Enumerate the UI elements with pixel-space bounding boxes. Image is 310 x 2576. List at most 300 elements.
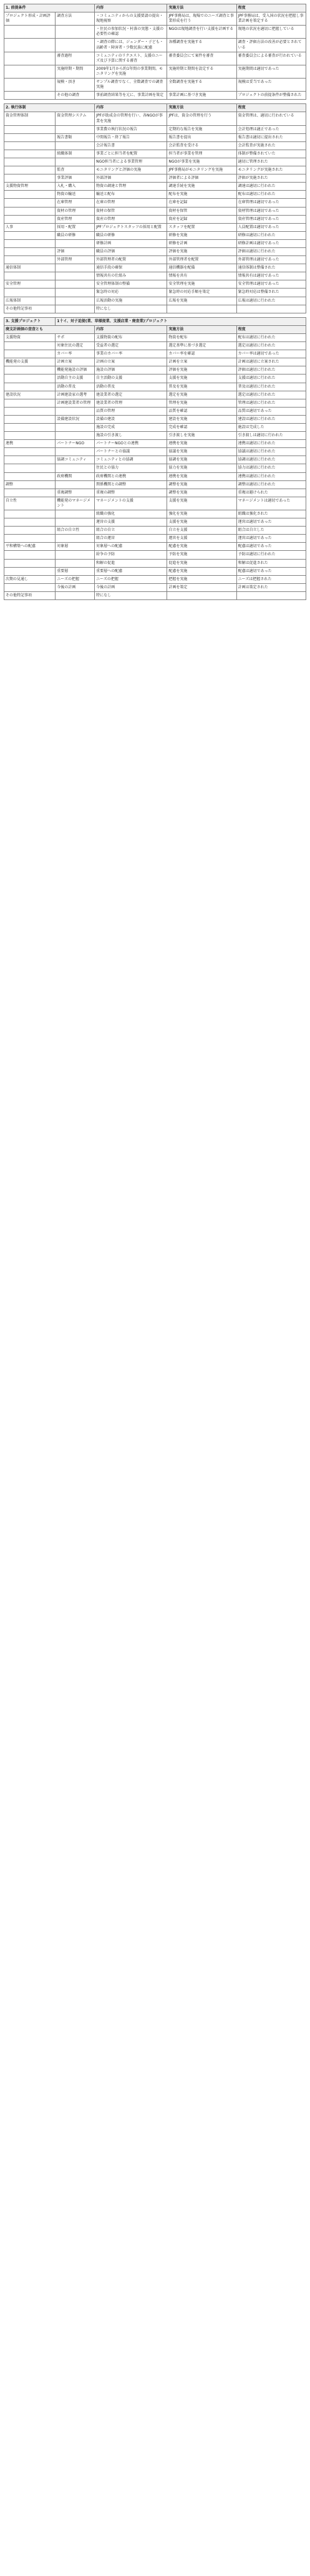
table-cell-c4: 在庫を記録 xyxy=(167,199,236,207)
table-cell-c3: 支援物資の配布 xyxy=(95,333,167,341)
table-cell-c3: 外部管理者の配置 xyxy=(95,256,167,264)
table-row xyxy=(4,289,306,297)
table-cell-c1 xyxy=(4,52,56,65)
table-cell-c4: 担当者が事業を管理 xyxy=(167,150,236,158)
table-cell-c2: 組織体制 xyxy=(56,150,95,158)
table-row xyxy=(4,264,306,272)
col-header-method: 実施方法 xyxy=(167,104,236,112)
table-cell-c2: 物資の輸送 xyxy=(56,191,95,199)
table-row xyxy=(4,583,306,591)
table-cell-c3: 組織の強化 xyxy=(95,510,167,518)
table-cell-c4: 資産を記録 xyxy=(167,215,236,223)
table-cell-c2: 政府機関 xyxy=(56,472,95,480)
table-row xyxy=(4,559,306,567)
table-row xyxy=(4,510,306,518)
table-cell-c5: 評価は適切に行われた xyxy=(236,248,306,256)
table-cell-c2: その他の調査 xyxy=(56,92,95,100)
table-cell-c2: 計画立案 xyxy=(56,358,95,366)
table-cell-c1 xyxy=(4,239,56,247)
table-row xyxy=(4,223,306,231)
table-cell-c2: 対象層 xyxy=(56,543,95,551)
table-cell-c2 xyxy=(56,305,95,313)
table-cell-c3: 緊急時の対応 xyxy=(95,289,167,297)
table-cell-c1 xyxy=(4,174,56,183)
table-cell-c3: マネージメントの支援 xyxy=(95,497,167,510)
table-row xyxy=(4,472,306,480)
table-cell-c1 xyxy=(4,342,56,350)
table-cell-c1 xyxy=(4,366,56,374)
table-cell-c4: 選定基準に基づき選定 xyxy=(167,342,236,350)
table-cell-c2: 資金管理システム xyxy=(56,112,95,125)
table-cell-c3: JPFが助成金の管理を行い、各NGOが事業を実施 xyxy=(95,112,167,125)
table-row xyxy=(4,191,306,199)
table-cell-c2: 実施時期・期間 xyxy=(56,65,95,78)
table-cell-c5: 情報共有は適切であった xyxy=(236,272,306,280)
table-cell-c1: その他特記事項 xyxy=(4,305,56,313)
table-row xyxy=(4,391,306,399)
table-cell-c4: 評価を実施 xyxy=(167,366,236,374)
table-cell-c3: 施設の評価 xyxy=(95,366,167,374)
table-cell-c5: 選定は適切に行われた xyxy=(236,342,306,350)
subsection-title: 廃支計画価の査査とも xyxy=(4,325,95,333)
table-row xyxy=(4,399,306,407)
table-cell-c1 xyxy=(4,510,56,518)
table-cell-c4: 資材を保管 xyxy=(167,207,236,215)
table-cell-c3: 重複の調整 xyxy=(95,489,167,497)
table-cell-c1 xyxy=(4,374,56,383)
table-cell-c4: 管理を実施 xyxy=(167,399,236,407)
table-cell-c4: 実施時期と期間を設定する xyxy=(167,65,236,78)
table-row xyxy=(4,464,306,472)
table-cell-c2 xyxy=(56,26,95,39)
table-cell-c2: 審査過程 xyxy=(56,52,95,65)
table-cell-c2 xyxy=(56,432,95,440)
table-cell-c2 xyxy=(56,480,95,489)
table-cell-c5: 普及は適切に行われた xyxy=(236,383,306,391)
table-cell-c2 xyxy=(56,551,95,559)
table-cell-c4: 協調を実施 xyxy=(167,456,236,464)
table-cell-c3: JPFプロジェクトスタッフの採用と配置 xyxy=(95,223,167,231)
table-cell-c5: 通信体制は整備された xyxy=(236,264,306,272)
table-cell-c4: 事業計画に基づき実施 xyxy=(167,92,236,100)
table-cell-c5: 評価が実施された xyxy=(236,174,306,183)
table-cell-c2: 重複調整 xyxy=(56,489,95,497)
section-title: 2. 執行体制 xyxy=(4,104,95,112)
table-cell-c2 xyxy=(56,535,95,543)
table-cell-c2: 今後の計画 xyxy=(56,583,95,591)
table-cell-c3: パートナーとの協議 xyxy=(95,448,167,456)
table-row xyxy=(4,358,306,366)
table-cell-c5: 品質は適切であった xyxy=(236,407,306,415)
table-cell-c4: 会計監査を受ける xyxy=(167,141,236,150)
table-cell-c5: プロジェクトの前提条件が整備された xyxy=(236,92,306,100)
table-row xyxy=(4,543,306,551)
table-row xyxy=(4,342,306,350)
table-cell-c1 xyxy=(4,399,56,407)
table-cell-c2: 評価 xyxy=(56,248,95,256)
table-cell-c5: 支援は適切に行われた xyxy=(236,374,306,383)
table-cell-c3: 輸送と配布 xyxy=(95,191,167,199)
table-cell-c1 xyxy=(4,583,56,591)
table-cell-c1: 機能発の支援 xyxy=(4,358,56,366)
table-row xyxy=(4,518,306,527)
table-cell-c5: モニタリングが実施された xyxy=(236,166,306,174)
table-row xyxy=(4,52,306,65)
table-cell-c2: 活動自主の支援 xyxy=(56,374,95,383)
table-cell-c5: 調査・評価方法の改善が必要とされている xyxy=(236,39,306,52)
table-row xyxy=(4,231,306,239)
table-cell-c4: 計画を策定 xyxy=(167,583,236,591)
table-cell-c4: 評価者による評価 xyxy=(167,174,236,183)
table-row xyxy=(4,133,306,141)
table-cell-c5: 体制が整備されていた xyxy=(236,150,306,158)
table-cell-c3: 事前調査結果等を元に、事業計画を策定 xyxy=(95,92,167,100)
table-cell-c5: 安全管理は適切であった xyxy=(236,280,306,289)
table-cell-c2: 重要層 xyxy=(56,567,95,575)
table-cell-c4: JPF事務局がモニタリングを実施 xyxy=(167,166,236,174)
table-row xyxy=(4,166,306,174)
table-cell-c2: 採用・配置 xyxy=(56,223,95,231)
table-row xyxy=(4,272,306,280)
table-cell-c2 xyxy=(56,464,95,472)
table-cell-c5: 協力は適切に行われた xyxy=(236,464,306,472)
table-cell-c3: 住民との協力 xyxy=(95,464,167,472)
table-cell-c2: 資産管理 xyxy=(56,215,95,223)
table-cell-c3: 受益者の選定 xyxy=(95,342,167,350)
table-cell-c5: 計画は適切に立案された xyxy=(236,358,306,366)
table-cell-c4: スタッフを配置 xyxy=(167,223,236,231)
table-cell-c4: 把握を実施 xyxy=(167,575,236,583)
table-cell-c1 xyxy=(4,150,56,158)
col-header-method: 実施方法 xyxy=(167,4,236,12)
table-cell-c5: 資金管理は、適切に行われている xyxy=(236,112,306,125)
table-row xyxy=(4,305,306,313)
table-cell-c5: 協調は適切に行われた xyxy=(236,456,306,464)
table-cell-c4: 物資を配布 xyxy=(167,333,236,341)
table-row xyxy=(4,415,306,423)
table-cell-c1 xyxy=(4,199,56,207)
table-cell-c3: 重要層への配慮 xyxy=(95,567,167,575)
table-cell-c5: 会計処理は適正であった xyxy=(236,125,306,133)
table-cell-c4: JPF事務局は、現場でのニーズ調査と事業形成を行う xyxy=(167,12,236,26)
table-cell-c1 xyxy=(4,289,56,297)
table-cell-c4: JPFは、資金の管理を行う xyxy=(167,112,236,125)
table-header-row xyxy=(4,325,306,333)
table-cell-c1 xyxy=(4,415,56,423)
table-cell-c5: 人員配置は適切であった xyxy=(236,223,306,231)
table-cell-c3: 今後の計画 xyxy=(95,583,167,591)
table-cell-c5: JPF事務局は、受入国の状況を把握し事業計画を策定する xyxy=(236,12,306,26)
table-cell-c3: 2009年1月から約1年間の事業期間。モニタリングを実施 xyxy=(95,65,167,78)
table-cell-c5: 報告書は適切に提出された xyxy=(236,133,306,141)
col-header-content: 内容 xyxy=(95,104,167,112)
table-cell-c2 xyxy=(56,448,95,456)
table-cell-c5: 和解は促進された xyxy=(236,559,306,567)
table-cell-c2 xyxy=(56,297,95,305)
table-row xyxy=(4,480,306,489)
table-cell-c2: 外部管理 xyxy=(56,256,95,264)
table-cell-c4: 評価を実施 xyxy=(167,248,236,256)
table-cell-c4: 定期的な報告を実施 xyxy=(167,125,236,133)
table-cell-c3: 中間報告・終了報告 xyxy=(95,133,167,141)
table-cell-c3: 事業ごとに担当者を配置 xyxy=(95,150,167,158)
table-cell-c1 xyxy=(4,559,56,567)
table-cell-c1 xyxy=(4,423,56,431)
table-cell-c1: 平和構築への配慮 xyxy=(4,543,56,551)
table-cell-c3: 計画の立案 xyxy=(95,358,167,366)
section-title: 1. 前提条件 xyxy=(4,4,95,12)
table-cell-c2 xyxy=(56,289,95,297)
table-cell-c2: 規模・頂き xyxy=(56,79,95,92)
table-cell-c2: 対象住民の選定 xyxy=(56,342,95,350)
table-cell-c2: 協調コミュニティ xyxy=(56,456,95,464)
table-cell-c4: 連携を実施 xyxy=(167,472,236,480)
table-cell-c3: ・住民の参加状況・村落の実態・支援の必要性の確認 xyxy=(95,26,167,39)
table-cell-c1: プロジェクト形成・計画評価 xyxy=(4,12,56,26)
table-row xyxy=(4,183,306,191)
table-cell-c3: 在庫の管理 xyxy=(95,199,167,207)
table-cell-c5: 引き渡しは適切に行われた xyxy=(236,432,306,440)
table-cell-c1: 調整 xyxy=(4,480,56,489)
table-cell-c3: パートナーNGOとの連携 xyxy=(95,440,167,448)
table-cell-c3: 政府機関との連携 xyxy=(95,472,167,480)
table-row xyxy=(4,39,306,52)
table-cell-c1 xyxy=(4,272,56,280)
table-cell-c1 xyxy=(4,79,56,92)
table-cell-c1: 資金管理体制 xyxy=(4,112,56,125)
table-cell-c5: 配布は適切に行われた xyxy=(236,191,306,199)
table-cell-c2: 職員の研修 xyxy=(56,231,95,239)
table-cell-c3: 外部評価 xyxy=(95,174,167,183)
table-row xyxy=(4,158,306,166)
table-cell-c2: 活動の普及 xyxy=(56,383,95,391)
table-cell-c2: 組合の自立性 xyxy=(56,527,95,535)
table-cell-c2: 調査方法 xyxy=(56,12,95,26)
table-cell-c2: 報告書類 xyxy=(56,133,95,141)
table-row xyxy=(4,112,306,125)
table-cell-c1 xyxy=(4,456,56,464)
table-cell-c1 xyxy=(4,527,56,535)
table-cell-c5: 現地の状況を適切に把握している xyxy=(236,26,306,39)
section-title: 3. 支援プロジェクト xyxy=(4,317,56,325)
table-cell-c1 xyxy=(4,350,56,358)
table-cell-c4: NGOは現地調査を行い支援を計画する xyxy=(167,26,236,39)
table-row xyxy=(4,567,306,575)
table-cell-c3: 安全管理体制の整備 xyxy=(95,280,167,289)
table-cell-c5: 調達は適切に行われた xyxy=(236,183,306,191)
table-cell-c1 xyxy=(4,567,56,575)
table-cell-c2 xyxy=(56,158,95,166)
table-cell-c3: 建設業者の選定 xyxy=(95,391,167,399)
table-cell-c4: 支援を実施 xyxy=(167,497,236,510)
table-cell-c4 xyxy=(167,591,236,599)
table-cell-c5: 研修計画は適切であった xyxy=(236,239,306,247)
col-header-degree: 程度 xyxy=(236,104,306,112)
table-cell-c3: 品質の管理 xyxy=(95,407,167,415)
table-cell-c2 xyxy=(56,423,95,431)
table-cell-c4: 調整を実施 xyxy=(167,489,236,497)
table-cell-c1: 連携 xyxy=(4,440,56,448)
table-cell-c2: 設備建設状況 xyxy=(56,415,95,423)
table-cell-c4: 建設を実施 xyxy=(167,415,236,423)
table-cell-c5: 連携は適切に行われた xyxy=(236,472,306,480)
table-cell-c1 xyxy=(4,535,56,543)
table-cell-c2 xyxy=(56,591,95,599)
table-cell-c4: 予防を実施 xyxy=(167,551,236,559)
table-cell-c1 xyxy=(4,26,56,39)
table-cell-c1: 人事 xyxy=(4,223,56,231)
table-row xyxy=(4,297,306,305)
table-cell-c4: 審査委員会にて案件を審査 xyxy=(167,52,236,65)
table-cell-c4: 調整を実施 xyxy=(167,480,236,489)
table-row xyxy=(4,366,306,374)
table-row xyxy=(4,12,306,26)
table-cell-c5: 資材管理は適切であった xyxy=(236,207,306,215)
table-cell-c3: 資産の管理 xyxy=(95,215,167,223)
table-cell-c5: 適切に管理された xyxy=(236,158,306,166)
col-header-degree: 程度 xyxy=(236,325,306,333)
table-cell-c3: 組合の運営 xyxy=(95,535,167,543)
table-cell-c5: ニーズは把握された xyxy=(236,575,306,583)
table-cell-c1 xyxy=(4,65,56,78)
table-cell-c3: 対象層への配慮 xyxy=(95,543,167,551)
table-cell-c5 xyxy=(236,305,306,313)
table-cell-c1 xyxy=(4,215,56,223)
table-cell-c2: 入札・購入 xyxy=(56,183,95,191)
table-row xyxy=(4,440,306,448)
table-row xyxy=(4,248,306,256)
table-cell-c3: 会計報告書 xyxy=(95,141,167,150)
table-cell-c3: 事業費の執行状況の報告 xyxy=(95,125,167,133)
table-cell-c4: 報告書を提出 xyxy=(167,133,236,141)
table-cell-c1 xyxy=(4,472,56,480)
table-cell-c3: 活動の普及 xyxy=(95,383,167,391)
table-cell-c3: 職員の研修 xyxy=(95,231,167,239)
table-cell-c5: 審査委員会による審査が行われている xyxy=(236,52,306,65)
table-cell-c4: 協議を実施 xyxy=(167,448,236,456)
table-cell-c4: 計画を立案 xyxy=(167,358,236,366)
table-cell-c3: 和解の促進 xyxy=(95,559,167,567)
table-cell-c4: 完成を確認 xyxy=(167,423,236,431)
table-cell-c5: 建設は適切に行われた xyxy=(236,415,306,423)
table-row xyxy=(4,374,306,383)
table-cell-c4: 強化を実施 xyxy=(167,510,236,518)
table-cell-c3: 物資の調達と管理 xyxy=(95,183,167,191)
table-cell-c4: 連携を実施 xyxy=(167,440,236,448)
section-support-project xyxy=(4,317,306,600)
table-cell-c3: 広報活動の実施 xyxy=(95,297,167,305)
table-cell-c1 xyxy=(4,551,56,559)
section-header-row xyxy=(4,317,306,325)
table-row xyxy=(4,535,306,543)
table-cell-c4: 研修を計画 xyxy=(167,239,236,247)
table-row xyxy=(4,591,306,599)
table-cell-c1 xyxy=(4,518,56,527)
table-cell-c5 xyxy=(236,591,306,599)
table-cell-c4: 緊急時の対応手順を策定 xyxy=(167,289,236,297)
table-cell-c5: 外部管理は適切であった xyxy=(236,256,306,264)
table-cell-c4: 外部管理者を配置 xyxy=(167,256,236,264)
table-row xyxy=(4,551,306,559)
table-cell-c5: 会計監査が実施された xyxy=(236,141,306,150)
table-cell-c2 xyxy=(56,239,95,247)
table-row xyxy=(4,575,306,583)
table-row xyxy=(4,333,306,341)
table-cell-c2 xyxy=(56,39,95,52)
table-cell-c3: ・調査の際には、ジェンダー・子ども・高齢者・障害者・少数民族に配慮 xyxy=(95,39,167,52)
table-cell-c1 xyxy=(4,133,56,141)
table-cell-c2: 計画建設業者の管理 xyxy=(56,399,95,407)
table-cell-c4: NGOが事業を実施 xyxy=(167,158,236,166)
table-cell-c2: 監査 xyxy=(56,166,95,174)
table-cell-c2: 事業評価 xyxy=(56,174,95,183)
table-cell-c5: 組合は自立した xyxy=(236,527,306,535)
col-header-degree: 程度 xyxy=(236,4,306,12)
table-cell-c3: ・コミュニティからの支援要請の提出・現地視察 xyxy=(95,12,167,26)
table-cell-c4: 各種調査を実施する xyxy=(167,39,236,52)
table-cell-c5: 配慮は適切であった xyxy=(236,567,306,575)
table-cell-c4: 支援を実施 xyxy=(167,374,236,383)
table-cell-c4: 普及を実施 xyxy=(167,383,236,391)
table-cell-c5: マネージメントは適切であった xyxy=(236,497,306,510)
table-row xyxy=(4,350,306,358)
table-cell-c4: 選定を実施 xyxy=(167,391,236,399)
table-cell-c4 xyxy=(167,305,236,313)
table-cell-c1 xyxy=(4,383,56,391)
table-header-row xyxy=(4,104,306,112)
table-cell-c1: 安全管理 xyxy=(4,280,56,289)
table-cell-c5: 緊急時対応は整備された xyxy=(236,289,306,297)
table-row xyxy=(4,65,306,78)
table-cell-c1: その他特記事項 xyxy=(4,591,56,599)
table-row xyxy=(4,432,306,440)
table-cell-c1: 支援物資管理 xyxy=(4,183,56,191)
table-cell-c2 xyxy=(56,510,95,518)
table-cell-c2: 計画建設家の選考 xyxy=(56,391,95,399)
table-row xyxy=(4,383,306,391)
table-cell-c4: 品質を確認 xyxy=(167,407,236,415)
evaluation-document xyxy=(4,4,306,600)
table-row xyxy=(4,92,306,100)
table-cell-c5: 評価は適切に行われた xyxy=(236,366,306,374)
table-row xyxy=(4,280,306,289)
table-row xyxy=(4,407,306,415)
table-cell-c1 xyxy=(4,407,56,415)
table-cell-c2: 機能発のマネージメント xyxy=(56,497,95,510)
table-row xyxy=(4,527,306,535)
table-cell-c5: カバー率は適切であった xyxy=(236,350,306,358)
table-cell-c3: NGO担当者による事業管理 xyxy=(95,158,167,166)
table-row xyxy=(4,489,306,497)
table-cell-c4: 引き渡しを実施 xyxy=(167,432,236,440)
table-row xyxy=(4,423,306,431)
table-cell-c1: 広報体制 xyxy=(4,297,56,305)
table-cell-c5: 研修は適切に行われた xyxy=(236,231,306,239)
table-cell-c2 xyxy=(56,559,95,567)
table-cell-c2: 在庫管理 xyxy=(56,199,95,207)
table-cell-c5: 連携は適切に行われた xyxy=(236,440,306,448)
table-cell-c5: 計画は策定された xyxy=(236,583,306,591)
table-cell-c4: 配布を実施 xyxy=(167,191,236,199)
table-cell-c1 xyxy=(4,92,56,100)
table-cell-c1: 次期の見通し xyxy=(4,575,56,583)
table-cell-c3: サンプル調査でなく、全数調査での調査実施 xyxy=(95,79,167,92)
table-cell-c1: 通信体制 xyxy=(4,264,56,272)
table-cell-c1 xyxy=(4,432,56,440)
table-cell-c1 xyxy=(4,191,56,199)
table-row xyxy=(4,448,306,456)
prerequisites-table xyxy=(4,4,306,100)
